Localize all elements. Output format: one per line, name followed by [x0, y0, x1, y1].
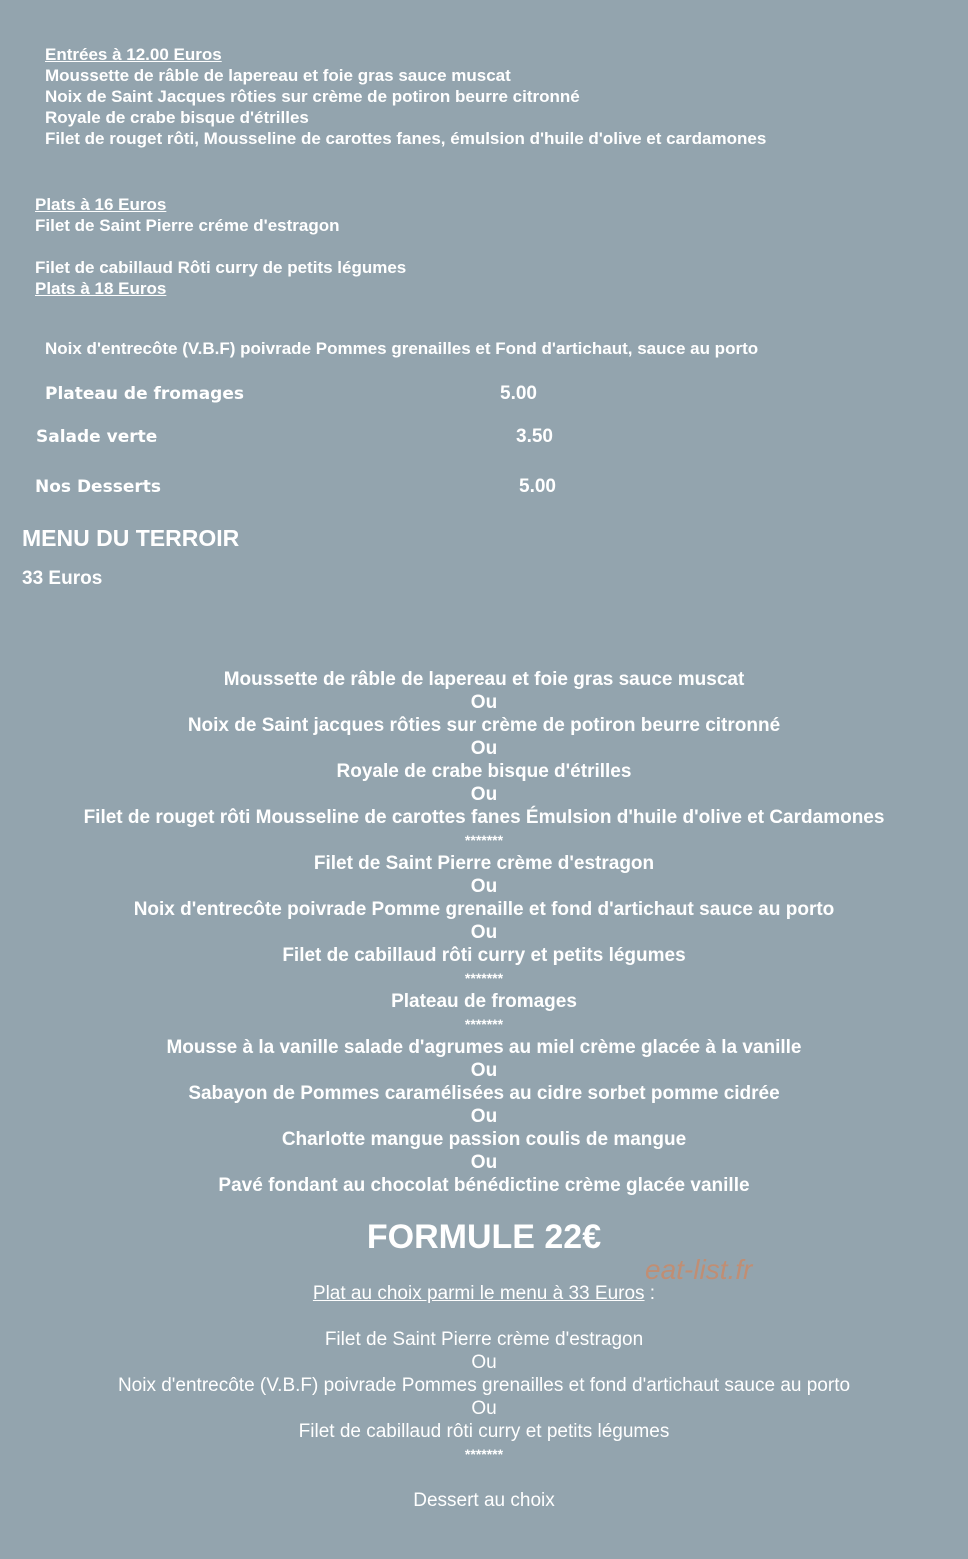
or-separator: Ou [470, 876, 498, 897]
or-separator: Ou [470, 1106, 498, 1127]
entrees-heading: Entrées à 12.00 Euros [45, 45, 222, 64]
or-separator: Ou [470, 738, 498, 759]
menu-line: Filet de cabillaud rôti curry et petits légumes [282, 945, 686, 966]
formule-menu [0, 1282, 968, 1512]
formule-title: FORMULE 22€ [366, 1218, 602, 1256]
menu-line: Filet de cabillaud rôti curry et petits légumes [298, 1421, 670, 1442]
entree-item: Filet de rouget rôti, Mousseline de carottes fanes, émulsion d'huile d'olive et cardamones [45, 129, 767, 148]
entree-item: Moussette de râble de lapereau et foie gras sauce muscat [45, 66, 511, 85]
terroir-title: MENU DU TERROIR [22, 525, 240, 551]
watermark-logo: eat-list.fr [645, 1254, 753, 1285]
or-separator: Ou [471, 1398, 497, 1419]
terroir-price: 33 Euros [22, 568, 103, 589]
menu-line: Noix d'entrecôte (V.B.F) poivrade Pommes grenailles et fond d'artichaut sauce au porto [117, 1375, 851, 1396]
course-separator: ******* [464, 1016, 504, 1032]
menu-line: Plateau de fromages [391, 991, 577, 1012]
or-separator: Ou [470, 922, 498, 943]
extra-price: 5.00 [500, 383, 537, 404]
or-separator: Ou [471, 1352, 497, 1373]
formule-intro [0, 1282, 968, 1305]
or-separator: Ou [470, 1060, 498, 1081]
menu-line: Charlotte mangue passion coulis de mangue [281, 1129, 687, 1150]
menu-line: Noix d'entrecôte poivrade Pomme grenaille et fond d'artichaut sauce au porto [133, 899, 835, 920]
extra-label: Salade verte [36, 427, 158, 447]
menu-line: Noix de Saint jacques rôties sur crème de potiron beurre citronné [187, 715, 781, 736]
extra-price: 3.50 [516, 426, 553, 447]
menu-line: Filet de rouget rôti Mousseline de carottes fanes Émulsion d'huile d'olive et Cardamones [83, 807, 885, 828]
entree-item: Royale de crabe bisque d'étrilles [45, 108, 309, 127]
menu-line: Mousse à la vanille salade d'agrumes au miel crème glacée à la vanille [166, 1037, 802, 1058]
terroir-menu [0, 668, 968, 1197]
extra-price: 5.00 [519, 476, 556, 497]
menu-line: Pavé fondant au chocolat bénédictine crème glacée vanille [218, 1175, 750, 1196]
plat-item: Filet de Saint Pierre créme d'estragon [35, 216, 340, 235]
menu-line: Sabayon de Pommes caramélisées au cidre sorbet pomme cidrée [188, 1083, 780, 1104]
extra-label: Plateau de fromages [45, 384, 244, 404]
menu-line: Moussette de râble de lapereau et foie gras sauce muscat [223, 669, 745, 690]
blank-line [0, 1305, 968, 1328]
menu-line: Royale de crabe bisque d'étrilles [336, 761, 632, 782]
plats18-heading: Plats à 18 Euros [35, 279, 167, 298]
menu-line: Dessert au choix [413, 1490, 555, 1511]
blank-line [0, 1466, 968, 1489]
extra-label: Nos Desserts [35, 477, 161, 497]
or-separator: Ou [470, 692, 498, 713]
course-separator: ******* [464, 1446, 504, 1462]
menu-line: Filet de Saint Pierre crème d'estragon [313, 853, 655, 874]
formule-intro-link: Plat au choix parmi le menu à 33 Euros [312, 1283, 645, 1304]
plat-item: Noix d'entrecôte (V.B.F) poivrade Pommes grenailles et Fond d'artichaut, sauce au porto [45, 339, 759, 358]
plats16-heading: Plats à 16 Euros [35, 195, 167, 214]
plat-item: Filet de cabillaud Rôti curry de petits légumes [35, 258, 407, 277]
or-separator: Ou [470, 784, 498, 805]
entree-item: Noix de Saint Jacques rôties sur crème de potiron beurre citronné [45, 87, 580, 106]
course-separator: ******* [464, 970, 504, 986]
formule-intro-suffix: : [644, 1283, 656, 1304]
course-separator: ******* [464, 832, 504, 848]
or-separator: Ou [470, 1152, 498, 1173]
menu-line: Filet de Saint Pierre crème d'estragon [324, 1329, 644, 1350]
